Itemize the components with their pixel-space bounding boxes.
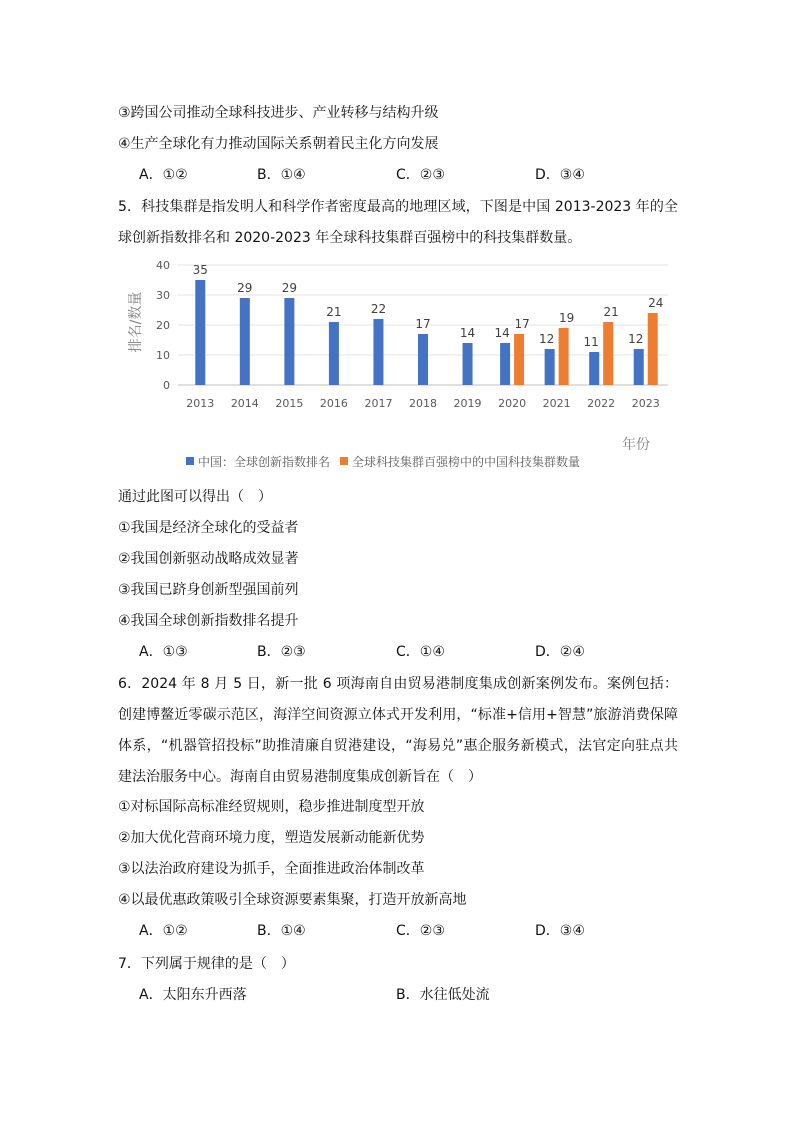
chart-data-label: 29	[281, 281, 298, 295]
chart-bars	[195, 280, 657, 385]
q5-item-1: ①我国是经济全球化的受益者	[118, 520, 299, 536]
chart-bar-ranking-2014	[240, 298, 250, 385]
chart-bar-ranking-2021	[545, 349, 555, 385]
q7-options	[139, 985, 699, 1005]
chart-data-label: 22	[370, 302, 387, 316]
q5-item-4: ④我国全球创新指数排名提升	[118, 613, 299, 629]
q6-item-1: ①对标国际高标准经贸规则，稳步推进制度型开放	[118, 799, 425, 815]
q5-option-d[interactable]: D．②④	[535, 644, 585, 660]
chart-x-tick-label: 2021	[542, 397, 571, 410]
chart-x-tick-label: 2023	[631, 397, 660, 410]
chart-data-label: 17	[514, 317, 530, 331]
chart-data-label: 12	[628, 332, 644, 346]
q5-item-2: ②我国创新驱动战略成效显著	[118, 551, 299, 567]
chart-y-tick-label: 40	[156, 259, 170, 272]
chart-x-tick-label: 2014	[230, 397, 259, 410]
chart-bar-clusters-2020	[514, 334, 524, 385]
chart-bar-ranking-2019	[463, 343, 473, 385]
q5-stem: 5．科技集群是指发明人和科学作者密度最高的地理区域，下图是中国 2013-2023 年的全球创新指数排名和 2020-2023 年全球科技集群百强榜中的科技集群数量。	[118, 199, 678, 246]
chart-x-tick-label: 2017	[364, 397, 393, 410]
q5-question: 通过此图可以得出（ ）	[118, 489, 272, 505]
chart-bar-ranking-2015	[284, 298, 294, 385]
legend-label-0: 中国：全球创新指数排名	[198, 455, 331, 469]
chart-data-label: 29	[237, 281, 253, 295]
q6-stem: 6．2024 年 8 月 5 日，新一批 6 项海南自由贸易港制度集成创新案例发布。案例包括：创建博鳌近零碳示范区，海洋空间资源立体式开发利用，“标准+信用+智慧”旅游消费保障体系，“机器管招投标”助推清廉自贸港建设，“海易兑”惠企服务新模式，法官定向驻点共建法治服务中心。海南自由贸易港制度集成创新旨在（ ）	[118, 676, 678, 785]
q5-option-c[interactable]: C．①④	[396, 644, 445, 660]
q6-item-2: ②加大优化营商环境力度，塑造发展新动能新优势	[118, 830, 425, 846]
chart-data-label: 21	[603, 305, 619, 319]
q6-option-a[interactable]: A．①②	[139, 923, 188, 939]
q4-item-3: ③跨国公司推动全球科技进步、产业转移与结构升级	[118, 105, 439, 121]
q5-option-b[interactable]: B．②③	[257, 644, 306, 660]
chart-data-label: 35	[192, 263, 208, 277]
chart-legend	[186, 454, 580, 469]
q7-option-a[interactable]: A．太阳东升西落	[139, 987, 247, 1003]
chart-data-label: 21	[326, 305, 342, 319]
q6-option-c[interactable]: C．②③	[396, 923, 445, 939]
chart-data-label: 17	[415, 317, 431, 331]
chart-bar-clusters-2022	[603, 322, 613, 385]
chart-x-tick-label: 2019	[453, 397, 482, 410]
legend-swatch-0	[186, 457, 194, 465]
chart-bar-ranking-2016	[329, 322, 339, 385]
chart-x-tick-label: 2022	[587, 397, 616, 410]
chart-y-axis-label: 排名/数量	[128, 291, 144, 353]
chart-data-label: 24	[648, 296, 664, 310]
chart-bar-clusters-2021	[559, 328, 569, 385]
chart-y-tick-label: 10	[156, 349, 170, 362]
q6-option-b[interactable]: B．①④	[257, 923, 306, 939]
q7-stem: 7．下列属于规律的是（ ）	[118, 956, 295, 972]
q4-option-d[interactable]: D．③④	[535, 167, 585, 183]
chart-bar-ranking-2023	[634, 349, 644, 385]
bar-chart	[128, 252, 678, 480]
q7-option-b[interactable]: B．水往低处流	[396, 987, 490, 1003]
chart-x-tick-label: 2018	[409, 397, 437, 410]
chart-data-label: 12	[538, 332, 555, 346]
chart-svg	[128, 252, 678, 480]
chart-bar-ranking-2013	[195, 280, 205, 385]
chart-bar-ranking-2017	[373, 319, 383, 385]
q4-option-b[interactable]: B．①④	[257, 167, 306, 183]
q4-options	[139, 165, 699, 185]
chart-x-tick-label: 2015	[275, 397, 304, 410]
chart-bar-ranking-2022	[589, 352, 599, 385]
chart-data-label: 14	[494, 326, 510, 340]
q5-options	[139, 642, 699, 662]
legend-label-1: 全球科技集群百强榜中的中国科技集群数量	[352, 455, 581, 469]
q6-options	[139, 921, 699, 941]
legend-swatch-1	[340, 457, 348, 465]
q5-item-3: ③我国已跻身创新型强国前列	[118, 582, 299, 598]
q4-option-a[interactable]: A．①②	[139, 167, 188, 183]
chart-data-label: 19	[558, 311, 575, 325]
chart-bar-clusters-2023	[648, 313, 658, 385]
q4-item-4: ④生产全球化有力推动国际关系朝着民主化方向发展	[118, 136, 439, 152]
q6-item-4: ④以最优惠政策吸引全球资源要素集聚，打造开放新高地	[118, 892, 467, 908]
q4-option-c[interactable]: C．②③	[396, 167, 445, 183]
chart-x-axis-label: 年份	[622, 437, 650, 453]
chart-data-label: 11	[583, 335, 599, 349]
chart-data-label: 14	[459, 326, 476, 340]
q5-option-a[interactable]: A．①③	[139, 644, 188, 660]
chart-y-tick-label: 0	[163, 379, 170, 392]
chart-y-tick-label: 30	[156, 289, 170, 302]
q6-item-3: ③以法治政府建设为抓手，全面推进政治体制改革	[118, 861, 425, 877]
chart-bar-ranking-2018	[418, 334, 428, 385]
chart-x-tick-label: 2020	[498, 397, 527, 410]
q6-option-d[interactable]: D．③④	[535, 923, 585, 939]
chart-x-tick-label: 2013	[186, 397, 215, 410]
chart-bar-ranking-2020	[500, 343, 510, 385]
chart-x-tick-label: 2016	[319, 397, 348, 410]
chart-y-tick-label: 20	[156, 319, 170, 332]
